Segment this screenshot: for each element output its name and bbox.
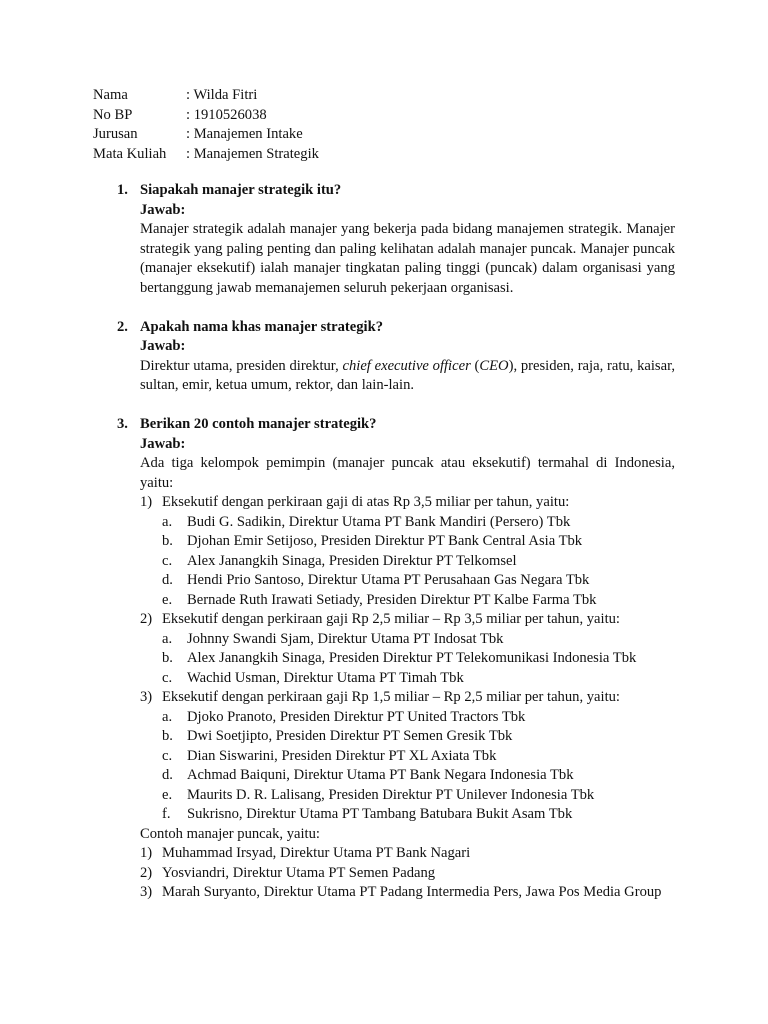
list-item — [162, 669, 675, 689]
list-marker: d. — [162, 572, 173, 588]
question-2 — [93, 318, 675, 396]
list-item — [162, 591, 675, 611]
info-label: No BP — [93, 106, 133, 123]
info-value: : 1910526038 — [186, 106, 267, 123]
answer-text: Manajer strategik adalah manajer yang bekerja pada bidang manajemen strategik. Manajer strategik yang paling penting dan paling kelihatan adalah manajer puncak. Manajer puncak (manajer eksekutif) ialah manajer tingkatan paling tinggi (puncak) dalam organisasi yang bertanggung jawab memanajemen seluruh pekerjaan organisasi. — [140, 221, 675, 296]
list-marker: b. — [162, 650, 173, 666]
question-body — [140, 415, 675, 903]
list-text: Wachid Usman, Direktur Utama PT Timah Tbk — [187, 669, 464, 686]
answer-label: Jawab: — [140, 338, 186, 354]
question-body — [140, 318, 675, 396]
info-value: : Manajemen Intake — [186, 126, 303, 142]
list-marker: 1) — [140, 845, 153, 861]
group-item — [140, 493, 675, 513]
list-item — [162, 786, 675, 806]
info-label: Mata Kuliah — [93, 145, 167, 162]
list-text: Alex Janangkih Sinaga, Presiden Direktur PT Telkomsel — [187, 552, 517, 569]
info-label: Nama — [93, 87, 128, 103]
group-item — [140, 688, 675, 708]
question-title: Berikan 20 contoh manajer strategik? — [140, 416, 377, 432]
answer-text — [140, 357, 675, 396]
list-text: Djoko Pranoto, Presiden Direktur PT United Tractors Tbk — [187, 708, 526, 725]
list-marker: a. — [162, 630, 173, 647]
list-marker: c. — [162, 747, 173, 764]
question-3 — [93, 415, 675, 903]
list-text: Alex Janangkih Sinaga, Presiden Direktur PT Telekomunikasi Indonesia Tbk — [187, 650, 637, 666]
list-item — [162, 630, 675, 650]
group-label: Eksekutif dengan perkiraan gaji Rp 1,5 miliar – Rp 2,5 miliar per tahun, yaitu: — [162, 689, 620, 705]
list-marker: c. — [162, 552, 173, 569]
group-label: Eksekutif dengan perkiraan gaji Rp 2,5 miliar – Rp 3,5 miliar per tahun, yaitu: — [162, 611, 620, 627]
list-marker: 2) — [140, 864, 153, 881]
info-row-mata-kuliah — [93, 145, 319, 165]
list-item — [162, 532, 675, 552]
list-text: Sukrisno, Direktur Utama PT Tambang Batubara Bukit Asam Tbk — [187, 806, 573, 822]
list-item — [140, 883, 675, 903]
question-1 — [93, 181, 675, 298]
list-text: Muhammad Irsyad, Direktur Utama PT Bank Nagari — [162, 845, 471, 861]
list-text: Djohan Emir Setijoso, Presiden Direktur PT Bank Central Asia Tbk — [187, 533, 583, 549]
list-item — [162, 727, 675, 747]
answer-text-italic: CEO — [479, 357, 509, 374]
answer-label: Jawab: — [140, 435, 186, 452]
answer-text-part: Direktur utama, presiden direktur, — [140, 357, 343, 374]
group-item — [140, 610, 675, 630]
top-manager-list — [140, 844, 675, 903]
list-item — [162, 552, 675, 572]
answer-label: Jawab: — [140, 201, 186, 218]
list-item — [162, 571, 675, 591]
list-text: Achmad Baiquni, Direktur Utama PT Bank Negara Indonesia Tbk — [187, 767, 574, 783]
answer-intro: Ada tiga kelompok pemimpin (manajer puncak atau eksekutif) termahal di Indonesia, yaitu: — [140, 455, 675, 491]
answer-text-part: ( — [470, 357, 480, 374]
list-text: Dwi Soetjipto, Presiden Direktur PT Semen Gresik Tbk — [187, 728, 513, 744]
list-item — [162, 649, 675, 669]
list-text: Hendi Prio Santoso, Direktur Utama PT Perusahaan Gas Negara Tbk — [187, 572, 590, 588]
list-marker: 3) — [140, 689, 153, 705]
question-list — [93, 181, 675, 922]
list-marker: b. — [162, 533, 173, 549]
question-title: Siapakah manajer strategik itu? — [140, 182, 342, 198]
executive-groups — [140, 493, 675, 825]
list-text: Budi G. Sadikin, Direktur Utama PT Bank Mandiri (Persero) Tbk — [187, 513, 571, 530]
answer-text-part: ), presiden, raja, ratu, kaisar, sultan, emir, ketua umum, rektor, dan lain-lain. — [140, 357, 675, 393]
list-item — [162, 747, 675, 767]
info-row-jurusan — [93, 125, 319, 145]
question-body — [140, 181, 675, 298]
list-text: Dian Siswarini, Presiden Direktur PT XL Axiata Tbk — [187, 747, 497, 764]
list-marker: 1) — [140, 494, 153, 510]
question-number: 3. — [117, 416, 128, 432]
list-marker: 2) — [140, 611, 153, 627]
answer-text-italic: chief executive officer — [342, 357, 471, 374]
list-text: Yosviandri, Direktur Utama PT Semen Padang — [162, 864, 436, 881]
info-value: : Wilda Fitri — [186, 87, 258, 103]
list-text: Maurits D. R. Lalisang, Presiden Direktur PT Unilever Indonesia Tbk — [187, 786, 595, 803]
list-item — [162, 513, 675, 533]
list-item — [140, 864, 675, 884]
list-marker: a. — [162, 708, 173, 725]
info-label: Jurusan — [93, 126, 138, 142]
contoh-label: Contoh manajer puncak, yaitu: — [140, 825, 320, 842]
list-text: Johnny Swandi Sjam, Direktur Utama PT Indosat Tbk — [187, 630, 504, 647]
list-item — [162, 805, 675, 825]
group-label: Eksekutif dengan perkiraan gaji di atas Rp 3,5 miliar per tahun, yaitu: — [162, 494, 570, 510]
list-text: Marah Suryanto, Direktur Utama PT Padang Intermedia Pers, Jawa Pos Media Group — [162, 884, 662, 900]
sub-list — [140, 513, 675, 611]
list-marker: e. — [162, 786, 173, 803]
list-item — [162, 708, 675, 728]
list-marker: c. — [162, 669, 173, 686]
list-marker: b. — [162, 728, 173, 744]
list-marker: d. — [162, 767, 173, 783]
question-number: 1. — [117, 182, 128, 198]
list-marker: f. — [162, 806, 171, 822]
sub-list — [140, 708, 675, 825]
list-item — [162, 766, 675, 786]
student-info — [93, 86, 319, 164]
list-text: Bernade Ruth Irawati Setiady, Presiden Direktur PT Kalbe Farma Tbk — [187, 591, 597, 608]
question-number: 2. — [117, 318, 128, 335]
question-title: Apakah nama khas manajer strategik? — [140, 318, 383, 335]
list-marker: a. — [162, 513, 173, 530]
list-marker: 3) — [140, 884, 153, 900]
sub-list — [140, 630, 675, 689]
info-row-nama — [93, 86, 319, 106]
list-marker: e. — [162, 591, 173, 608]
list-item — [140, 844, 675, 864]
info-row-nobp — [93, 106, 319, 126]
info-value: : Manajemen Strategik — [186, 145, 319, 162]
